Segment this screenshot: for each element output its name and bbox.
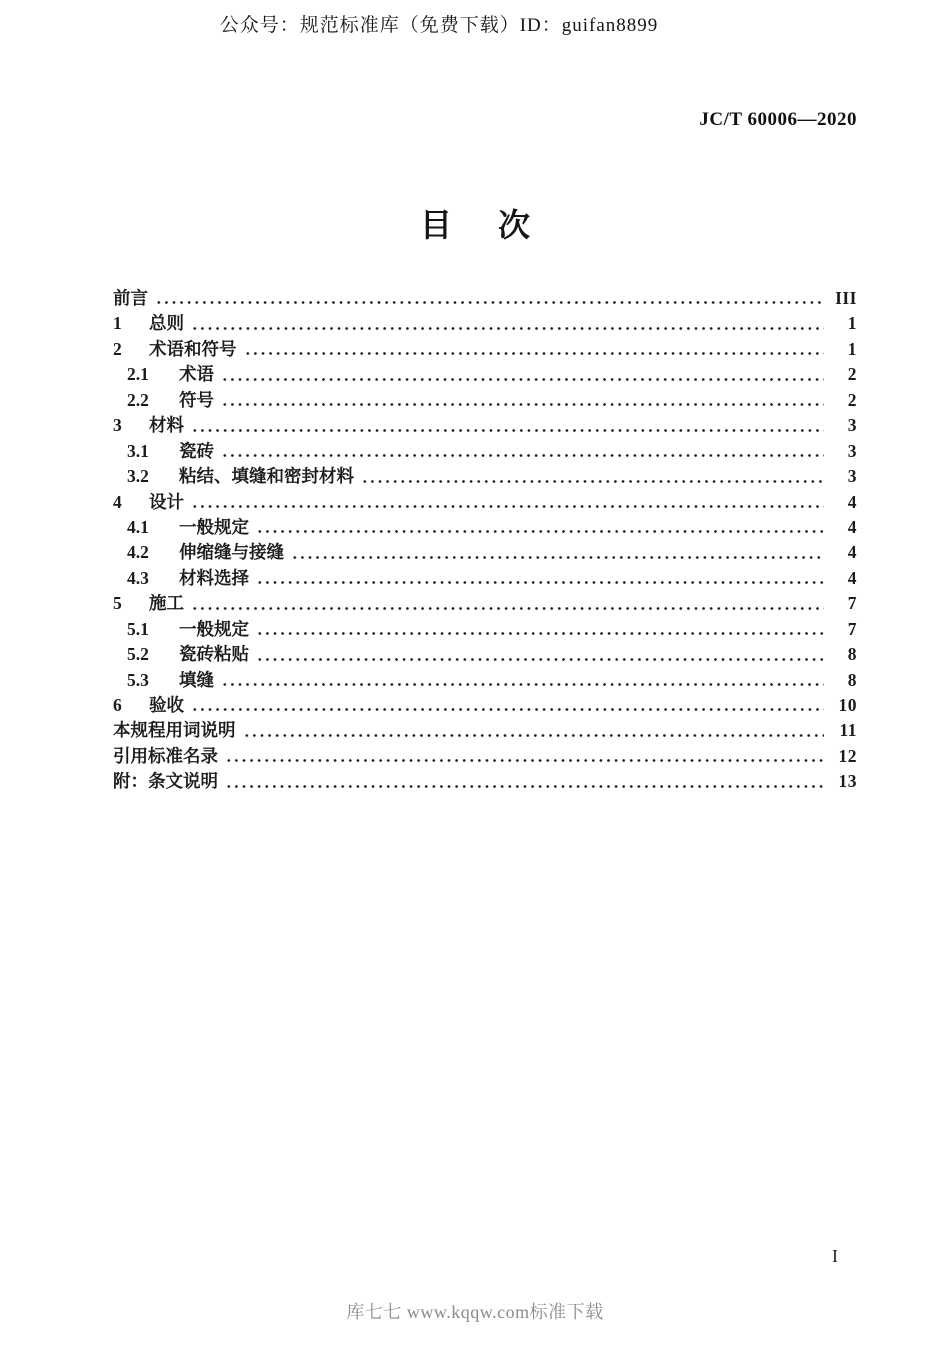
toc-entry-label: 粘结、填缝和密封材料 bbox=[179, 466, 354, 487]
toc-entry-label: 一般规定 bbox=[179, 618, 249, 639]
toc-entry-label: 验收 bbox=[149, 695, 184, 715]
toc-leader-dots bbox=[256, 529, 824, 534]
table-of-contents bbox=[113, 286, 857, 795]
toc-entry-page: 1 bbox=[847, 313, 857, 334]
toc-entry bbox=[113, 286, 857, 311]
toc-leader-dots bbox=[221, 453, 824, 458]
toc-leader-dots bbox=[256, 631, 824, 636]
toc-entry bbox=[113, 693, 857, 718]
toc-entry-page: 4 bbox=[847, 542, 857, 563]
toc-entry-number: 3.1 bbox=[127, 440, 149, 461]
toc-entry-page: 3 bbox=[847, 415, 857, 436]
toc-entry-page: 13 bbox=[838, 771, 857, 792]
toc-leader-dots bbox=[221, 377, 824, 382]
toc-entry-label: 材料 bbox=[149, 415, 184, 436]
toc-entry-page: 2 bbox=[847, 364, 857, 385]
toc-entry-page: 1 bbox=[847, 338, 857, 359]
toc-entry-label: 一般规定 bbox=[179, 516, 249, 537]
toc-entry-page: 7 bbox=[847, 618, 857, 639]
toc-entry bbox=[113, 769, 857, 794]
toc-leader-dots bbox=[191, 606, 824, 611]
toc-entry-label: 瓷砖粘贴 bbox=[179, 644, 249, 665]
toc-leader-dots bbox=[155, 300, 824, 305]
document-number: JC/T 60006—2020 bbox=[699, 109, 857, 130]
toc-entry-label: 术语和符号 bbox=[149, 338, 237, 359]
folio-page-number: I bbox=[832, 1246, 838, 1266]
toc-leader-dots bbox=[191, 707, 824, 712]
toc-entry bbox=[113, 413, 857, 438]
toc-entry bbox=[127, 642, 857, 667]
toc-leader-dots bbox=[221, 682, 824, 687]
footer-site-note: 库七七 www.kqqw.com标准下载 bbox=[346, 1302, 604, 1322]
toc-entry-number: 2 bbox=[113, 338, 122, 359]
toc-entry-number: 3 bbox=[113, 415, 122, 436]
toc-entry-label: 总则 bbox=[149, 313, 184, 334]
toc-leader-dots bbox=[225, 784, 824, 789]
toc-entry-page: 3 bbox=[847, 466, 857, 487]
toc-entry bbox=[113, 591, 857, 616]
toc-leader-dots bbox=[191, 326, 824, 331]
toc-entry-number: 4.1 bbox=[127, 516, 149, 537]
toc-entry-label: 前言 bbox=[113, 288, 148, 308]
toc-entry-number: 2.1 bbox=[127, 364, 149, 385]
toc-leader-dots bbox=[256, 657, 824, 662]
toc-entry-number: 5.2 bbox=[127, 644, 149, 665]
toc-entry-label: 术语 bbox=[179, 364, 214, 385]
toc-entry-label: 填缝 bbox=[179, 669, 214, 690]
toc-entry bbox=[113, 718, 857, 743]
toc-leader-dots bbox=[361, 479, 824, 484]
toc-entry bbox=[127, 464, 857, 489]
toc-entry-number: 5.3 bbox=[127, 669, 149, 690]
toc-entry-label: 伸缩缝与接缝 bbox=[179, 542, 284, 563]
toc-entry bbox=[113, 311, 857, 336]
toc-entry bbox=[127, 617, 857, 642]
toc-entry-page: 8 bbox=[847, 669, 857, 690]
page-title: 目 次 bbox=[419, 207, 537, 243]
toc-entry-label: 符号 bbox=[179, 389, 214, 410]
toc-leader-dots bbox=[225, 758, 824, 763]
toc-entry bbox=[127, 439, 857, 464]
toc-entry bbox=[113, 744, 857, 769]
toc-entry-label: 设计 bbox=[149, 491, 184, 512]
toc-entry-number: 3.2 bbox=[127, 466, 149, 487]
toc-entry-label: 材料选择 bbox=[179, 567, 249, 588]
toc-entry-number: 1 bbox=[113, 313, 122, 334]
toc-entry-page: 7 bbox=[847, 593, 857, 614]
toc-leader-dots bbox=[291, 555, 824, 560]
toc-entry-number: 4.2 bbox=[127, 542, 149, 563]
toc-entry-number: 6 bbox=[113, 695, 122, 715]
toc-entry-page: 4 bbox=[847, 491, 857, 512]
toc-entry bbox=[113, 337, 857, 362]
toc-entry-label: 瓷砖 bbox=[179, 440, 214, 461]
toc-entry bbox=[127, 515, 857, 540]
toc-entry-page: 3 bbox=[847, 440, 857, 461]
watermark-text: 公众号：规范标准库（免费下载）ID：guifan8899 bbox=[219, 15, 659, 36]
toc-entry-page: 11 bbox=[839, 720, 857, 741]
toc-entry-page: 2 bbox=[847, 389, 857, 410]
toc-leader-dots bbox=[244, 351, 825, 356]
toc-leader-dots bbox=[221, 402, 824, 407]
toc-entry-number: 4.3 bbox=[127, 567, 149, 588]
toc-entry-page: 8 bbox=[847, 644, 857, 665]
toc-entry-label: 施工 bbox=[149, 593, 184, 614]
toc-entry-number: 2.2 bbox=[127, 389, 149, 410]
toc-entry-label: 本规程用词说明 bbox=[113, 720, 236, 741]
toc-entry-label: 附：条文说明 bbox=[113, 771, 218, 792]
toc-entry-page: 12 bbox=[838, 745, 857, 766]
toc-entry bbox=[127, 566, 857, 591]
toc-leader-dots bbox=[191, 428, 824, 433]
toc-entry-page: III bbox=[835, 288, 857, 308]
toc-entry bbox=[113, 490, 857, 515]
toc-entry bbox=[127, 388, 857, 413]
toc-entry bbox=[127, 540, 857, 565]
toc-entry bbox=[127, 668, 857, 693]
toc-entry-number: 4 bbox=[113, 491, 122, 512]
toc-entry-page: 4 bbox=[847, 516, 857, 537]
toc-entry-page: 4 bbox=[847, 567, 857, 588]
toc-entry-number: 5 bbox=[113, 593, 122, 614]
toc-leader-dots bbox=[191, 504, 824, 509]
toc-leader-dots bbox=[243, 733, 825, 738]
toc-entry-page: 10 bbox=[838, 695, 857, 715]
toc-entry bbox=[127, 362, 857, 387]
toc-entry-label: 引用标准名录 bbox=[113, 745, 218, 766]
toc-entry-number: 5.1 bbox=[127, 618, 149, 639]
toc-leader-dots bbox=[256, 580, 824, 585]
